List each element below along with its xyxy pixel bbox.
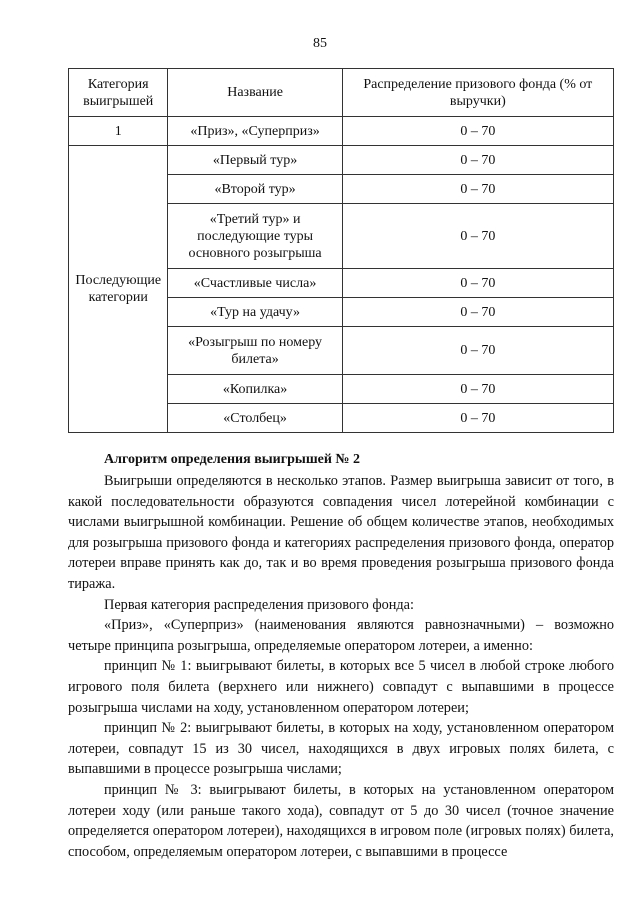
header-distribution: Распределение призового фонда (% от выручки) [342, 69, 613, 117]
name-cell: «Копилка» [168, 375, 342, 404]
group-category-cell: Последующие категории [69, 146, 168, 433]
value-cell: 0 – 70 [342, 204, 613, 269]
value-cell: 0 – 70 [342, 175, 613, 204]
name-cell: «Второй тур» [168, 175, 342, 204]
table-row [69, 117, 614, 146]
name-cell: «Столбец» [168, 404, 342, 433]
name-cell: «Счастливые числа» [168, 269, 342, 298]
name-cell: «Третий тур» и последующие туры основного розыгрыша [168, 204, 342, 269]
paragraph: принцип № 1: выигрывают билеты, в которых все 5 чисел в любой строке любого игрового поля билета (верхнего или нижнего) совпадут с выпавшими в процессе розыгрыша числами на ходу, установленном оператором лотереи; [68, 658, 614, 716]
paragraph: принцип № 2: выигрывают билеты, в которых на ходу, установленном оператором лотереи, совпадут 15 из 30 чисел, находящихся в двух игровых полях билета, с выпавшими в процессе розыгрыша числами; [68, 720, 614, 778]
value-cell: 0 – 70 [342, 375, 613, 404]
name-cell: «Розыгрыш по номеру билета» [168, 327, 342, 375]
paragraph: принцип № 3: выигрывают билеты, в которых на установленном оператором лотереи ходу (или раньше такого хода), совпадут от 5 до 30 чисел (точное значение определяется оператором лотереи), находящихся в игровом поле (игровых полях) билета, способом, определяемым оператором лотереи, с выпавшими в процессе [68, 781, 614, 860]
value-cell: 0 – 70 [342, 298, 613, 327]
paragraph: Выигрыши определяются в несколько этапов. Размер выигрыша зависит от того, в какой последовательности образуются совпадения чисел лотерейной комбинации с числами выигрышной комбинации. Решение об общем количестве этапов, необходимых для розыгрыша призового фонда и категориях распределения призового фонда, оператор лотереи вправе принять как до, так и во время проведения розыгрыша призового фонда тиража. [68, 473, 614, 592]
value-cell: 0 – 70 [342, 269, 613, 298]
header-name: Название [168, 69, 342, 117]
value-cell: 0 – 70 [342, 327, 613, 375]
value-cell: 0 – 70 [342, 146, 613, 175]
name-cell: «Первый тур» [168, 146, 342, 175]
value-cell: 0 – 70 [342, 404, 613, 433]
body-text [68, 471, 614, 862]
prize-distribution-table [68, 68, 614, 433]
page-number: 85 [313, 36, 327, 51]
header-category: Категория выигрышей [69, 69, 168, 117]
category-cell: 1 [69, 117, 168, 146]
table-row [69, 146, 614, 175]
name-cell: «Тур на удачу» [168, 298, 342, 327]
paragraph: Первая категория распределения призового фонда: [104, 596, 414, 613]
value-cell: 0 – 70 [342, 117, 613, 146]
name-cell: «Приз», «Суперприз» [168, 117, 342, 146]
table-header-row [69, 69, 614, 117]
paragraph: «Приз», «Суперприз» (наименования являются равнозначными) – возможно четыре принципа розыгрыша, определяемые оператором лотереи, а именно: [68, 617, 614, 654]
section-heading: Алгоритм определения выигрышей № 2 [104, 452, 360, 467]
